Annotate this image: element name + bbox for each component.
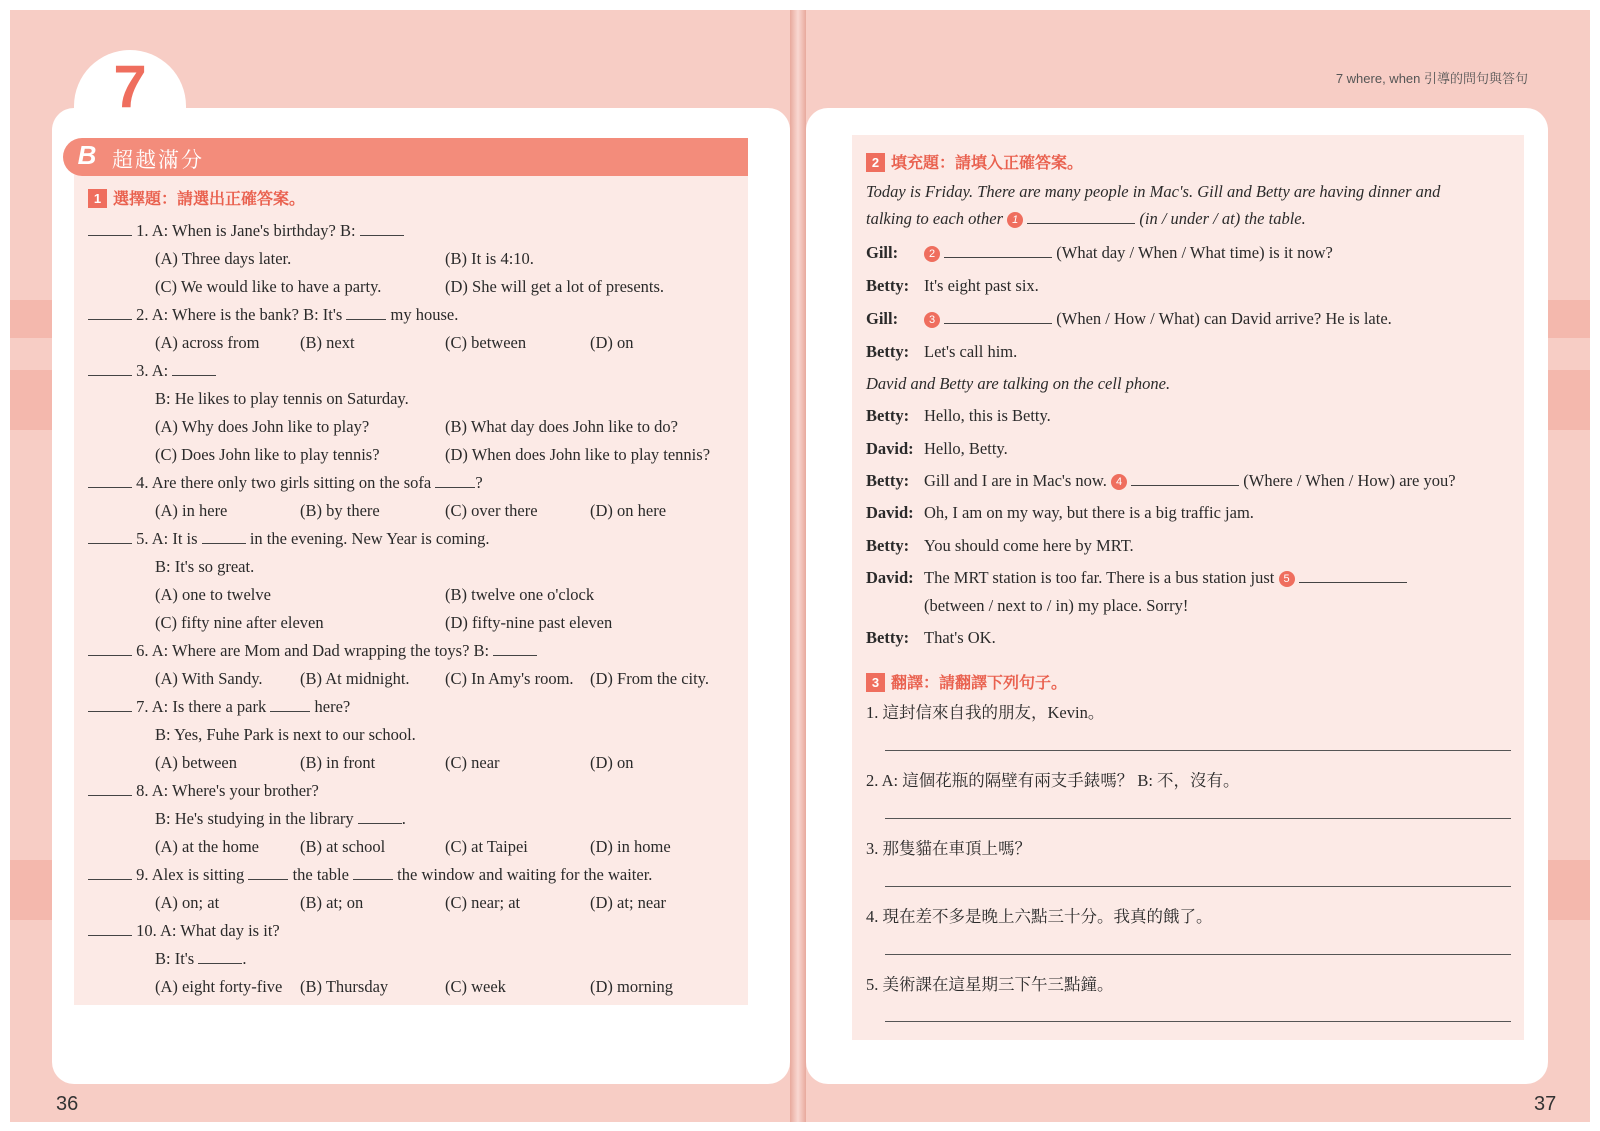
option-b: (B) by there — [300, 501, 380, 520]
option-d: (D) on — [590, 333, 634, 352]
question-3: 3. A: — [88, 361, 216, 381]
answer-line-3[interactable] — [885, 886, 1511, 887]
decor-stripe — [10, 860, 52, 920]
option-b: (B) What day does John like to do? — [445, 417, 678, 436]
blank-number-5: 5 — [1279, 571, 1295, 587]
blank-number-4: 4 — [1111, 474, 1127, 490]
book-spine — [790, 10, 806, 1122]
speaker-betty: Betty: — [866, 536, 910, 555]
option-d: (D) morning — [590, 977, 673, 996]
blank-number-3: 3 — [924, 312, 940, 328]
option-b: (B) in front — [300, 753, 376, 772]
option-d: (D) She will get a lot of presents. — [445, 277, 665, 296]
option-a: (A) one to twelve — [155, 585, 271, 604]
option-d: (D) on — [590, 753, 634, 772]
option-d: (D) on here — [590, 501, 667, 520]
speaker-betty: Betty: — [866, 342, 910, 361]
question-6: 6. A: Where are Mom and Dad wrapping the toys? B: — [88, 641, 537, 661]
answer-line-5[interactable] — [885, 1021, 1511, 1022]
option-b: (B) at school — [300, 837, 386, 856]
narration: David and Betty are talking on the cell phone. — [866, 374, 1171, 393]
option-a: (A) Three days later. — [155, 249, 292, 268]
option-a: (A) on; at — [155, 893, 220, 912]
fill-blank — [435, 473, 475, 488]
decor-stripe — [10, 370, 52, 430]
translate-sentence-2: 2. A: 這個花瓶的隔壁有兩支手錶嗎？ B: 不，沒有。 — [866, 771, 1240, 790]
fill-blank — [172, 361, 216, 376]
translate-sentence-1: 1. 這封信來自我的朋友，Kevin。 — [866, 703, 1105, 722]
page-number-right: 37 — [1534, 1093, 1557, 1115]
question-5: 5. A: It is in the evening. New Year is coming. — [88, 529, 489, 549]
option-c: (C) We would like to have a party. — [155, 277, 382, 296]
option-b: (B) next — [300, 333, 355, 352]
part3-number-badge: 3 — [866, 673, 885, 692]
part3-heading-text: 翻譯：請翻譯下列句子。 — [891, 675, 1068, 692]
dialogue-line-8: Oh, I am on my way, but there is a big traffic jam. — [924, 503, 1254, 522]
option-c: (C) at Taipei — [445, 837, 528, 856]
answer-blank[interactable] — [88, 697, 132, 712]
fill-blank — [270, 697, 310, 712]
question-1: 1. A: When is Jane's birthday? B: — [88, 221, 404, 241]
decor-stripe — [10, 300, 52, 338]
question-4: 4. Are there only two girls sitting on the sofa ? — [88, 473, 483, 493]
part2-heading-text: 填充題：請填入正確答案。 — [891, 155, 1084, 172]
fill-blank — [198, 949, 242, 964]
running-head: 7 where, when 引導的問句與答句 — [1335, 71, 1528, 86]
blank-number-1: 1 — [1007, 212, 1023, 228]
option-b: (B) at; on — [300, 893, 364, 912]
answer-blank[interactable] — [88, 641, 132, 656]
option-d: (D) at; near — [590, 893, 667, 912]
speaker-betty: Betty: — [866, 628, 910, 647]
speaker-david: David: — [866, 568, 914, 587]
speaker-david: David: — [866, 439, 914, 458]
question-7: 7. A: Is there a park here? — [88, 697, 350, 717]
fill-blank — [202, 529, 246, 544]
fill-blank-2[interactable] — [944, 243, 1052, 258]
option-b: (B) At midnight. — [300, 669, 410, 688]
part2-number-badge: 2 — [866, 153, 885, 172]
answer-blank[interactable] — [88, 221, 132, 236]
dialogue-line-10: The MRT station is too far. There is a bus station just 5 — [924, 568, 1407, 588]
option-c: (C) week — [445, 977, 506, 996]
dialogue-line-1: 2 (What day / When / What time) is it now? — [924, 243, 1333, 263]
question-3-line2: B: He likes to play tennis on Saturday. — [155, 389, 409, 408]
option-a: (A) Why does John like to play? — [155, 417, 370, 436]
option-a: (A) across from — [155, 333, 260, 352]
dialogue-line-6: Hello, Betty. — [924, 439, 1008, 458]
question-10: 10. A: What day is it? — [88, 921, 280, 941]
part2-intro-line2: talking to each other 1 (in / under / at) the table. — [866, 209, 1306, 228]
option-a: (A) eight forty-five — [155, 977, 283, 996]
dialogue-line-9: You should come here by MRT. — [924, 536, 1134, 555]
option-c: (C) In Amy's room. — [445, 669, 574, 688]
answer-blank[interactable] — [88, 865, 132, 880]
fill-blank — [360, 221, 404, 236]
speaker-gill: Gill: — [866, 243, 899, 262]
dialogue-line-7: Gill and I are in Mac's now. 4 (Where / When / How) are you? — [924, 471, 1456, 490]
fill-blank — [346, 305, 386, 320]
part2-intro-line1: Today is Friday. There are many people in Mac's. Gill and Betty are having dinner and — [866, 182, 1441, 201]
question-8-line2: B: He's studying in the library . — [155, 809, 406, 828]
fill-blank-5[interactable] — [1299, 568, 1407, 583]
option-b: (B) It is 4:10. — [445, 249, 534, 268]
decor-stripe — [1548, 300, 1590, 338]
fill-blank-3[interactable] — [944, 309, 1052, 324]
speaker-david: David: — [866, 503, 914, 522]
page-number-left: 36 — [56, 1093, 79, 1115]
answer-blank[interactable] — [88, 361, 132, 376]
answer-blank[interactable] — [88, 529, 132, 544]
dialogue-line-4: Let's call him. — [924, 342, 1018, 361]
question-9: 9. Alex is sitting the table the window and waiting for the waiter. — [88, 865, 652, 885]
answer-blank[interactable] — [88, 305, 132, 320]
fill-blank — [493, 641, 537, 656]
option-d: (D) fifty-nine past eleven — [445, 613, 613, 632]
dialogue-line-2: It's eight past six. — [924, 276, 1039, 295]
translate-sentence-5: 5. 美術課在這星期三下午三點鐘。 — [866, 975, 1114, 994]
option-a: (A) in here — [155, 501, 228, 520]
part1-number-badge: 1 — [88, 189, 107, 208]
option-c: (C) between — [445, 333, 527, 352]
speaker-betty: Betty: — [866, 471, 910, 490]
dialogue-line-3: 3 (When / How / What) can David arrive? He is late. — [924, 309, 1392, 329]
option-c: (C) fifty nine after eleven — [155, 613, 324, 632]
decor-stripe — [1548, 860, 1590, 920]
question-10-line2: B: It's . — [155, 949, 247, 968]
question-5-line2: B: It's so great. — [155, 557, 255, 576]
part2-heading — [866, 150, 1083, 173]
dialogue-line-11: That's OK. — [924, 628, 996, 647]
speaker-betty: Betty: — [866, 406, 910, 425]
fill-blank-4[interactable] — [1131, 471, 1239, 486]
option-a: (A) at the home — [155, 837, 260, 856]
question-7-line2: B: Yes, Fuhe Park is next to our school. — [155, 725, 416, 744]
dialogue-line-10b: (between / next to / in) my place. Sorry! — [924, 596, 1189, 615]
part3-heading — [866, 670, 1067, 693]
blank-number-2: 2 — [924, 246, 940, 262]
answer-line-2[interactable] — [885, 818, 1511, 819]
question-2: 2. A: Where is the bank? B: It's my house. — [88, 305, 458, 325]
part1-heading-text: 選擇題：請選出正確答案。 — [113, 191, 306, 208]
option-c: (C) Does John like to play tennis? — [155, 445, 380, 464]
option-b: (B) twelve one o'clock — [445, 585, 595, 604]
answer-line-4[interactable] — [885, 954, 1511, 955]
option-c: (C) near; at — [445, 893, 521, 912]
fill-blank — [248, 865, 288, 880]
answer-blank[interactable] — [88, 781, 132, 796]
translate-sentence-3: 3. 那隻貓在車頂上嗎？ — [866, 839, 1031, 858]
option-a: (A) between — [155, 753, 238, 772]
option-d: (D) From the city. — [590, 669, 709, 688]
option-b: (B) Thursday — [300, 977, 389, 996]
dialogue-line-5: Hello, this is Betty. — [924, 406, 1051, 425]
speaker-gill: Gill: — [866, 309, 899, 328]
option-d: (D) in home — [590, 837, 671, 856]
chapter-number: 7 — [113, 53, 147, 120]
option-d: (D) When does John like to play tennis? — [445, 445, 711, 464]
answer-blank[interactable] — [88, 473, 132, 488]
fill-blank — [353, 865, 393, 880]
option-c: (C) over there — [445, 501, 538, 520]
option-c: (C) near — [445, 753, 500, 772]
fill-blank-1[interactable] — [1027, 209, 1135, 224]
section-title: 超越滿分 — [112, 149, 204, 172]
question-8: 8. A: Where's your brother? — [88, 781, 319, 801]
answer-blank[interactable] — [88, 921, 132, 936]
speaker-betty: Betty: — [866, 276, 910, 295]
part1-heading — [88, 186, 305, 209]
translate-sentence-4: 4. 現在差不多是晚上六點三十分。我真的餓了。 — [866, 907, 1213, 926]
option-a: (A) With Sandy. — [155, 669, 263, 688]
answer-line-1[interactable] — [885, 750, 1511, 751]
fill-blank — [358, 809, 402, 824]
section-letter: B — [77, 140, 97, 170]
decor-stripe — [1548, 370, 1590, 430]
